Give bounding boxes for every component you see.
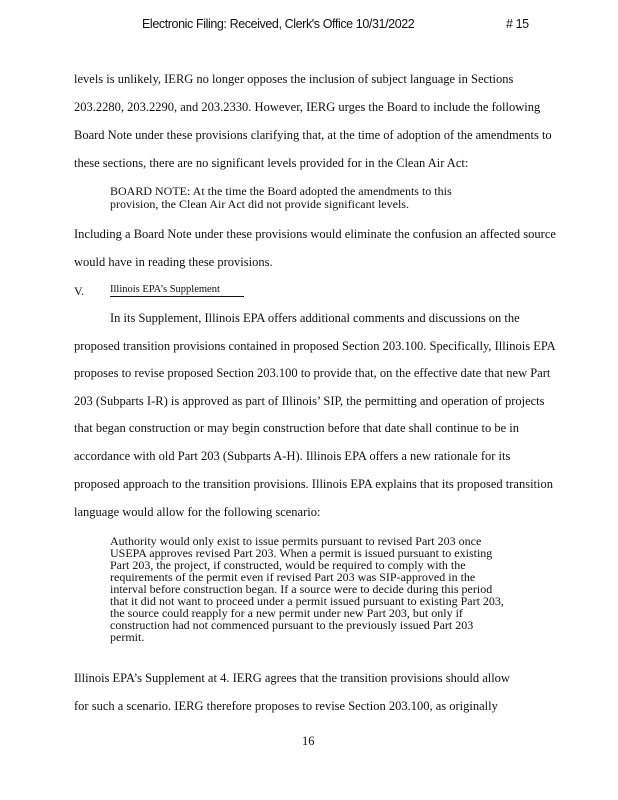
- block-quote-line: USEPA approves revised Part 203. When a permit is issued pursuant to existing: [110, 546, 493, 560]
- docket-number: # 15: [506, 17, 529, 31]
- body-line: Board Note under these provisions clarifying that, at the time of adoption of the amendments to: [74, 128, 552, 142]
- section-title: Illinois EPA’s Supplement: [110, 284, 244, 297]
- body-line: Illinois EPA’s Supplement at 4. IERG agrees that the transition provisions should allow: [74, 671, 510, 685]
- section-number: V.: [74, 284, 85, 298]
- body-line: these sections, there are no significant levels provided for in the Clean Air Act:: [74, 156, 469, 170]
- block-quote-line: the source could reapply for a new permit under new Part 203, but only if: [110, 606, 463, 620]
- block-quote-line: Part 203, the project, if constructed, would be required to comply with the: [110, 558, 466, 572]
- body-line: would have in reading these provisions.: [74, 255, 273, 269]
- block-quote-line: construction had not commenced pursuant to the previously issued Part 203: [110, 618, 474, 632]
- body-line: levels is unlikely, IERG no longer opposes the inclusion of subject language in Sections: [74, 72, 514, 86]
- board-note-line: BOARD NOTE: At the time the Board adopted the amendments to this: [110, 184, 452, 198]
- body-line: for such a scenario. IERG therefore proposes to revise Section 203.100, as originally: [74, 699, 498, 713]
- body-line: 203 (Subparts I-R) is approved as part of Illinois’ SIP, the permitting and operation of projects: [74, 394, 545, 408]
- block-quote-line: interval before construction began. If a source were to decide during this period: [110, 582, 493, 596]
- page-number: 16: [302, 734, 315, 748]
- body-line: accordance with old Part 203 (Subparts A-H). Illinois EPA offers a new rationale for its: [74, 449, 511, 463]
- body-line: proposed approach to the transition provisions. Illinois EPA explains that its proposed transition: [74, 477, 554, 491]
- block-quote-line: Authority would only exist to issue permits pursuant to revised Part 203 once: [110, 534, 482, 548]
- body-line: proposes to revise proposed Section 203.100 to provide that, on the effective date that new Part: [74, 366, 551, 380]
- board-note-line: provision, the Clean Air Act did not provide significant levels.: [110, 197, 409, 211]
- body-line: that began construction or may begin construction before that date shall continue to be in: [74, 421, 520, 435]
- body-line: In its Supplement, Illinois EPA offers additional comments and discussions on the: [110, 311, 520, 325]
- body-line: language would allow for the following scenario:: [74, 505, 321, 519]
- block-quote-line: requirements of the permit even if revised Part 203 was SIP-approved in the: [110, 570, 476, 584]
- block-quote-line: that it did not want to proceed under a permit issued pursuant to existing Part 203,: [110, 594, 504, 608]
- body-line: 203.2280, 203.2290, and 203.2330. However, IERG urges the Board to include the following: [74, 100, 541, 114]
- filing-stamp: Electronic Filing: Received, Clerk's Office 10/31/2022: [142, 17, 415, 31]
- body-line: Including a Board Note under these provisions would eliminate the confusion an affected source: [74, 227, 556, 241]
- body-line: proposed transition provisions contained in proposed Section 203.100. Specifically, Illinois EPA: [74, 339, 556, 353]
- block-quote-line: permit.: [110, 630, 145, 644]
